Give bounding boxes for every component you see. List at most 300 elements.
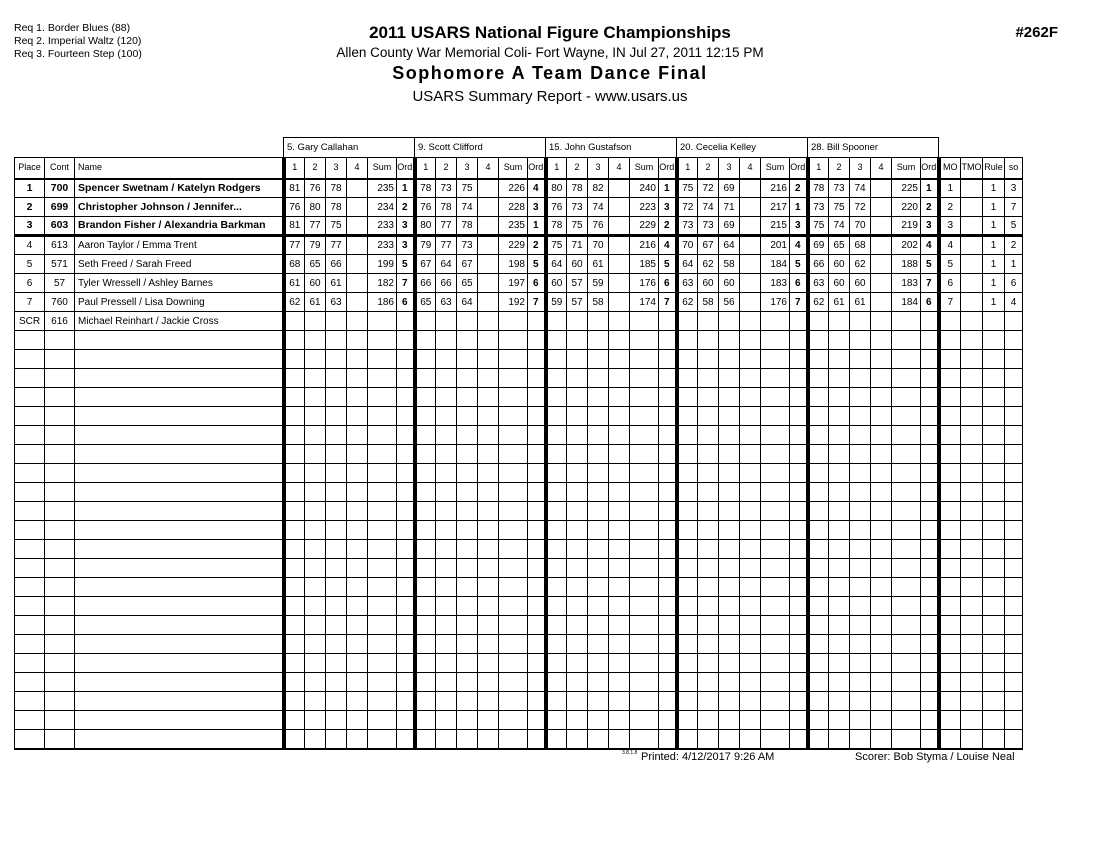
score-cell bbox=[347, 578, 368, 597]
score-cell bbox=[326, 350, 347, 369]
score-cell bbox=[305, 597, 326, 616]
score-cell bbox=[397, 445, 415, 464]
score-cell bbox=[677, 635, 698, 654]
score-cell bbox=[677, 730, 698, 749]
score-cell bbox=[921, 369, 939, 388]
score-cell bbox=[677, 540, 698, 559]
score-cell: 77 bbox=[436, 236, 457, 255]
score-cell bbox=[436, 635, 457, 654]
so-cell bbox=[1005, 331, 1023, 350]
score-cell: 61 bbox=[326, 274, 347, 293]
score-cell bbox=[415, 730, 436, 749]
score-cell bbox=[347, 597, 368, 616]
score-cell bbox=[892, 540, 921, 559]
mo-cell bbox=[939, 673, 961, 692]
score-cell bbox=[630, 388, 659, 407]
column-header-cell: so bbox=[1005, 158, 1023, 179]
score-cell bbox=[790, 521, 808, 540]
score-cell bbox=[567, 331, 588, 350]
score-cell bbox=[761, 540, 790, 559]
score-cell bbox=[698, 502, 719, 521]
score-cell bbox=[659, 597, 677, 616]
score-cell bbox=[609, 331, 630, 350]
score-cell bbox=[397, 654, 415, 673]
score-cell: 78 bbox=[546, 217, 567, 236]
score-cell bbox=[415, 559, 436, 578]
score-cell bbox=[415, 502, 436, 521]
tmo-cell bbox=[961, 388, 983, 407]
score-cell bbox=[326, 407, 347, 426]
score-cell bbox=[719, 635, 740, 654]
mo-cell bbox=[939, 730, 961, 749]
mo-cell bbox=[939, 464, 961, 483]
place-cell: 2 bbox=[15, 198, 45, 217]
score-cell bbox=[808, 559, 829, 578]
place-cell bbox=[15, 464, 45, 483]
mo-cell: 3 bbox=[939, 217, 961, 236]
tmo-cell bbox=[961, 236, 983, 255]
score-cell bbox=[761, 578, 790, 597]
score-cell bbox=[808, 445, 829, 464]
score-cell bbox=[609, 255, 630, 274]
sum-cell: 184 bbox=[761, 255, 790, 274]
score-cell bbox=[892, 711, 921, 730]
score-cell bbox=[892, 654, 921, 673]
sum-cell: 186 bbox=[368, 293, 397, 312]
score-cell: 60 bbox=[829, 274, 850, 293]
score-cell bbox=[892, 350, 921, 369]
empty-row bbox=[15, 559, 1023, 578]
score-cell bbox=[740, 464, 761, 483]
score-cell bbox=[829, 711, 850, 730]
so-cell bbox=[1005, 464, 1023, 483]
score-cell bbox=[347, 464, 368, 483]
score-cell bbox=[588, 464, 609, 483]
name-cell bbox=[75, 711, 284, 730]
score-cell bbox=[850, 730, 871, 749]
score-cell bbox=[478, 502, 499, 521]
tmo-cell bbox=[961, 540, 983, 559]
ord-cell bbox=[397, 312, 415, 331]
rule-cell: 1 bbox=[983, 179, 1005, 198]
ord-cell bbox=[921, 312, 939, 331]
ord-cell: 7 bbox=[921, 274, 939, 293]
ord-cell: 3 bbox=[397, 236, 415, 255]
place-cell bbox=[15, 445, 45, 464]
sum-cell: 217 bbox=[761, 198, 790, 217]
score-cell bbox=[740, 331, 761, 350]
cont-cell: 571 bbox=[45, 255, 75, 274]
score-cell bbox=[499, 540, 528, 559]
sum-cell: 176 bbox=[761, 293, 790, 312]
score-cell bbox=[698, 483, 719, 502]
score-cell bbox=[588, 540, 609, 559]
score-cell bbox=[284, 312, 305, 331]
score-cell bbox=[829, 502, 850, 521]
score-cell: 80 bbox=[415, 217, 436, 236]
score-cell bbox=[761, 711, 790, 730]
score-cell bbox=[677, 350, 698, 369]
score-cell bbox=[740, 711, 761, 730]
score-cell bbox=[457, 331, 478, 350]
column-header-cell: 4 bbox=[740, 158, 761, 179]
score-cell bbox=[326, 635, 347, 654]
score-cell bbox=[677, 502, 698, 521]
cont-cell bbox=[45, 350, 75, 369]
score-cell: 81 bbox=[284, 217, 305, 236]
score-cell: 62 bbox=[808, 293, 829, 312]
score-cell bbox=[871, 654, 892, 673]
score-cell bbox=[850, 426, 871, 445]
score-cell bbox=[850, 331, 871, 350]
ord-cell: 1 bbox=[921, 179, 939, 198]
spacer-cell bbox=[939, 138, 1023, 158]
score-cell bbox=[808, 654, 829, 673]
tmo-cell bbox=[961, 730, 983, 749]
score-cell bbox=[415, 350, 436, 369]
score-cell bbox=[740, 274, 761, 293]
place-cell bbox=[15, 616, 45, 635]
score-cell bbox=[850, 445, 871, 464]
place-cell: 5 bbox=[15, 255, 45, 274]
cont-cell bbox=[45, 521, 75, 540]
score-cell bbox=[892, 692, 921, 711]
cont-cell bbox=[45, 635, 75, 654]
score-cell bbox=[397, 369, 415, 388]
sum-cell: 233 bbox=[368, 217, 397, 236]
score-cell: 69 bbox=[808, 236, 829, 255]
place-cell bbox=[15, 540, 45, 559]
so-cell: 5 bbox=[1005, 217, 1023, 236]
score-cell: 64 bbox=[677, 255, 698, 274]
score-cell bbox=[546, 350, 567, 369]
column-header-cell: 3 bbox=[588, 158, 609, 179]
score-cell bbox=[719, 502, 740, 521]
tmo-cell bbox=[961, 711, 983, 730]
sum-cell: 197 bbox=[499, 274, 528, 293]
score-cell bbox=[808, 711, 829, 730]
cont-cell bbox=[45, 711, 75, 730]
cont-cell: 700 bbox=[45, 179, 75, 198]
score-cell bbox=[326, 464, 347, 483]
score-cell bbox=[829, 673, 850, 692]
score-cell: 72 bbox=[677, 198, 698, 217]
score-cell bbox=[588, 559, 609, 578]
score-cell bbox=[659, 464, 677, 483]
score-cell: 73 bbox=[567, 198, 588, 217]
version-text: 3.8.1.8 bbox=[622, 750, 638, 756]
score-cell bbox=[478, 559, 499, 578]
score-cell bbox=[415, 635, 436, 654]
score-cell bbox=[609, 464, 630, 483]
score-cell bbox=[790, 426, 808, 445]
score-cell bbox=[436, 597, 457, 616]
score-cell bbox=[478, 483, 499, 502]
sum-cell: 216 bbox=[630, 236, 659, 255]
score-cell bbox=[397, 597, 415, 616]
sum-cell bbox=[761, 312, 790, 331]
score-cell bbox=[415, 331, 436, 350]
score-cell bbox=[921, 350, 939, 369]
score-cell bbox=[499, 635, 528, 654]
rule-cell: 1 bbox=[983, 255, 1005, 274]
score-cell: 74 bbox=[850, 179, 871, 198]
sum-cell: 235 bbox=[499, 217, 528, 236]
score-cell bbox=[609, 217, 630, 236]
score-cell bbox=[347, 179, 368, 198]
score-cell bbox=[761, 350, 790, 369]
score-cell bbox=[436, 673, 457, 692]
score-cell: 75 bbox=[808, 217, 829, 236]
score-cell bbox=[457, 635, 478, 654]
score-cell bbox=[698, 388, 719, 407]
score-cell bbox=[921, 521, 939, 540]
mo-cell: 1 bbox=[939, 179, 961, 198]
score-cell bbox=[415, 597, 436, 616]
score-cell bbox=[305, 312, 326, 331]
score-cell bbox=[528, 540, 546, 559]
score-cell bbox=[567, 673, 588, 692]
score-cell bbox=[740, 521, 761, 540]
place-cell: SCR bbox=[15, 312, 45, 331]
score-cell bbox=[892, 331, 921, 350]
score-cell bbox=[808, 673, 829, 692]
score-cell bbox=[478, 597, 499, 616]
results-body bbox=[15, 179, 1023, 749]
score-cell bbox=[921, 483, 939, 502]
ord-cell: 2 bbox=[528, 236, 546, 255]
score-cell bbox=[397, 540, 415, 559]
so-cell: 1 bbox=[1005, 255, 1023, 274]
sum-cell: 216 bbox=[761, 179, 790, 198]
score-cell bbox=[567, 654, 588, 673]
score-cell bbox=[567, 407, 588, 426]
rule-cell: 1 bbox=[983, 236, 1005, 255]
score-cell bbox=[921, 445, 939, 464]
score-cell bbox=[740, 730, 761, 749]
mo-cell bbox=[939, 654, 961, 673]
mo-cell bbox=[939, 540, 961, 559]
ord-cell: 1 bbox=[528, 217, 546, 236]
score-cell bbox=[528, 616, 546, 635]
name-cell bbox=[75, 445, 284, 464]
score-cell bbox=[609, 312, 630, 331]
ord-cell: 1 bbox=[397, 179, 415, 198]
rule-cell bbox=[983, 388, 1005, 407]
rule-cell bbox=[983, 483, 1005, 502]
score-cell bbox=[790, 654, 808, 673]
score-cell: 63 bbox=[808, 274, 829, 293]
score-cell bbox=[740, 255, 761, 274]
cont-cell: 616 bbox=[45, 312, 75, 331]
ord-cell bbox=[528, 312, 546, 331]
score-cell bbox=[921, 635, 939, 654]
score-cell bbox=[588, 616, 609, 635]
score-cell: 75 bbox=[829, 198, 850, 217]
rule-cell bbox=[983, 540, 1005, 559]
tmo-cell bbox=[961, 521, 983, 540]
score-cell bbox=[698, 635, 719, 654]
score-cell bbox=[719, 578, 740, 597]
empty-row bbox=[15, 578, 1023, 597]
score-cell bbox=[829, 407, 850, 426]
cont-cell bbox=[45, 540, 75, 559]
score-cell bbox=[850, 464, 871, 483]
score-cell bbox=[588, 692, 609, 711]
score-cell: 62 bbox=[284, 293, 305, 312]
column-header-cell: Sum bbox=[761, 158, 790, 179]
column-header-cell: 2 bbox=[567, 158, 588, 179]
event-title: Sophomore A Team Dance Final bbox=[392, 63, 708, 83]
sum-cell bbox=[630, 312, 659, 331]
score-cell bbox=[790, 445, 808, 464]
score-cell bbox=[871, 597, 892, 616]
score-cell bbox=[305, 711, 326, 730]
score-cell bbox=[305, 350, 326, 369]
score-cell bbox=[415, 540, 436, 559]
score-cell bbox=[740, 692, 761, 711]
sum-cell: 202 bbox=[892, 236, 921, 255]
score-cell bbox=[499, 407, 528, 426]
score-cell bbox=[415, 673, 436, 692]
score-cell: 59 bbox=[588, 274, 609, 293]
sum-cell: 223 bbox=[630, 198, 659, 217]
score-cell bbox=[630, 426, 659, 445]
score-cell: 75 bbox=[677, 179, 698, 198]
place-cell: 1 bbox=[15, 179, 45, 198]
req-line-1: Req 1. Border Blues (88) bbox=[14, 22, 131, 34]
score-cell bbox=[368, 407, 397, 426]
score-cell bbox=[659, 730, 677, 749]
score-cell bbox=[478, 293, 499, 312]
score-cell bbox=[698, 369, 719, 388]
mo-cell bbox=[939, 445, 961, 464]
score-cell bbox=[740, 616, 761, 635]
score-cell: 78 bbox=[326, 198, 347, 217]
score-cell bbox=[892, 559, 921, 578]
score-cell bbox=[499, 654, 528, 673]
score-cell bbox=[609, 179, 630, 198]
score-cell bbox=[347, 445, 368, 464]
score-cell bbox=[921, 559, 939, 578]
score-cell bbox=[740, 502, 761, 521]
mo-cell bbox=[939, 331, 961, 350]
score-cell bbox=[609, 274, 630, 293]
score-cell bbox=[698, 692, 719, 711]
score-cell bbox=[659, 692, 677, 711]
score-cell bbox=[808, 407, 829, 426]
place-cell: 6 bbox=[15, 274, 45, 293]
column-header-cell: Sum bbox=[499, 158, 528, 179]
score-cell: 74 bbox=[588, 198, 609, 217]
score-cell: 68 bbox=[284, 255, 305, 274]
score-cell bbox=[436, 654, 457, 673]
score-cell bbox=[478, 711, 499, 730]
score-cell: 78 bbox=[808, 179, 829, 198]
score-cell bbox=[740, 350, 761, 369]
score-cell: 76 bbox=[546, 198, 567, 217]
mo-cell bbox=[939, 407, 961, 426]
score-cell bbox=[457, 445, 478, 464]
score-cell bbox=[499, 578, 528, 597]
score-cell bbox=[609, 521, 630, 540]
score-cell bbox=[659, 407, 677, 426]
score-cell bbox=[368, 483, 397, 502]
so-cell: 4 bbox=[1005, 293, 1023, 312]
score-cell bbox=[719, 483, 740, 502]
mo-cell bbox=[939, 559, 961, 578]
score-cell bbox=[871, 217, 892, 236]
score-cell bbox=[808, 540, 829, 559]
ord-cell: 1 bbox=[790, 198, 808, 217]
score-cell bbox=[305, 654, 326, 673]
score-cell bbox=[457, 711, 478, 730]
cont-cell bbox=[45, 464, 75, 483]
score-cell bbox=[719, 331, 740, 350]
judges-header-row bbox=[15, 138, 1023, 158]
score-cell bbox=[698, 711, 719, 730]
score-cell bbox=[347, 293, 368, 312]
score-cell bbox=[326, 578, 347, 597]
score-cell bbox=[659, 711, 677, 730]
name-cell: Christopher Johnson / Jennifer... bbox=[75, 198, 284, 217]
score-cell bbox=[871, 388, 892, 407]
score-cell bbox=[829, 369, 850, 388]
score-cell bbox=[567, 559, 588, 578]
score-cell bbox=[397, 616, 415, 635]
score-cell bbox=[871, 198, 892, 217]
place-cell bbox=[15, 388, 45, 407]
score-cell bbox=[567, 369, 588, 388]
ord-cell: 3 bbox=[659, 198, 677, 217]
score-cell bbox=[761, 616, 790, 635]
score-cell bbox=[790, 673, 808, 692]
column-header-cell: Sum bbox=[630, 158, 659, 179]
empty-row bbox=[15, 711, 1023, 730]
rule-cell bbox=[983, 597, 1005, 616]
tmo-cell bbox=[961, 464, 983, 483]
place-cell bbox=[15, 635, 45, 654]
score-cell bbox=[567, 464, 588, 483]
score-cell bbox=[719, 654, 740, 673]
score-cell bbox=[829, 331, 850, 350]
score-cell bbox=[528, 521, 546, 540]
score-cell bbox=[546, 730, 567, 749]
score-cell bbox=[850, 692, 871, 711]
score-cell bbox=[415, 692, 436, 711]
score-cell bbox=[415, 616, 436, 635]
score-cell bbox=[436, 312, 457, 331]
column-header-cell: 3 bbox=[719, 158, 740, 179]
score-cell bbox=[528, 559, 546, 578]
rule-cell bbox=[983, 730, 1005, 749]
score-cell bbox=[609, 369, 630, 388]
name-cell bbox=[75, 426, 284, 445]
score-cell bbox=[761, 559, 790, 578]
score-cell bbox=[588, 673, 609, 692]
score-cell bbox=[347, 350, 368, 369]
score-cell bbox=[761, 426, 790, 445]
score-cell bbox=[457, 521, 478, 540]
score-cell bbox=[588, 350, 609, 369]
ord-cell: 5 bbox=[528, 255, 546, 274]
place-cell bbox=[15, 578, 45, 597]
rule-cell bbox=[983, 464, 1005, 483]
score-cell bbox=[659, 654, 677, 673]
score-cell: 61 bbox=[829, 293, 850, 312]
score-cell bbox=[808, 388, 829, 407]
so-cell bbox=[1005, 673, 1023, 692]
